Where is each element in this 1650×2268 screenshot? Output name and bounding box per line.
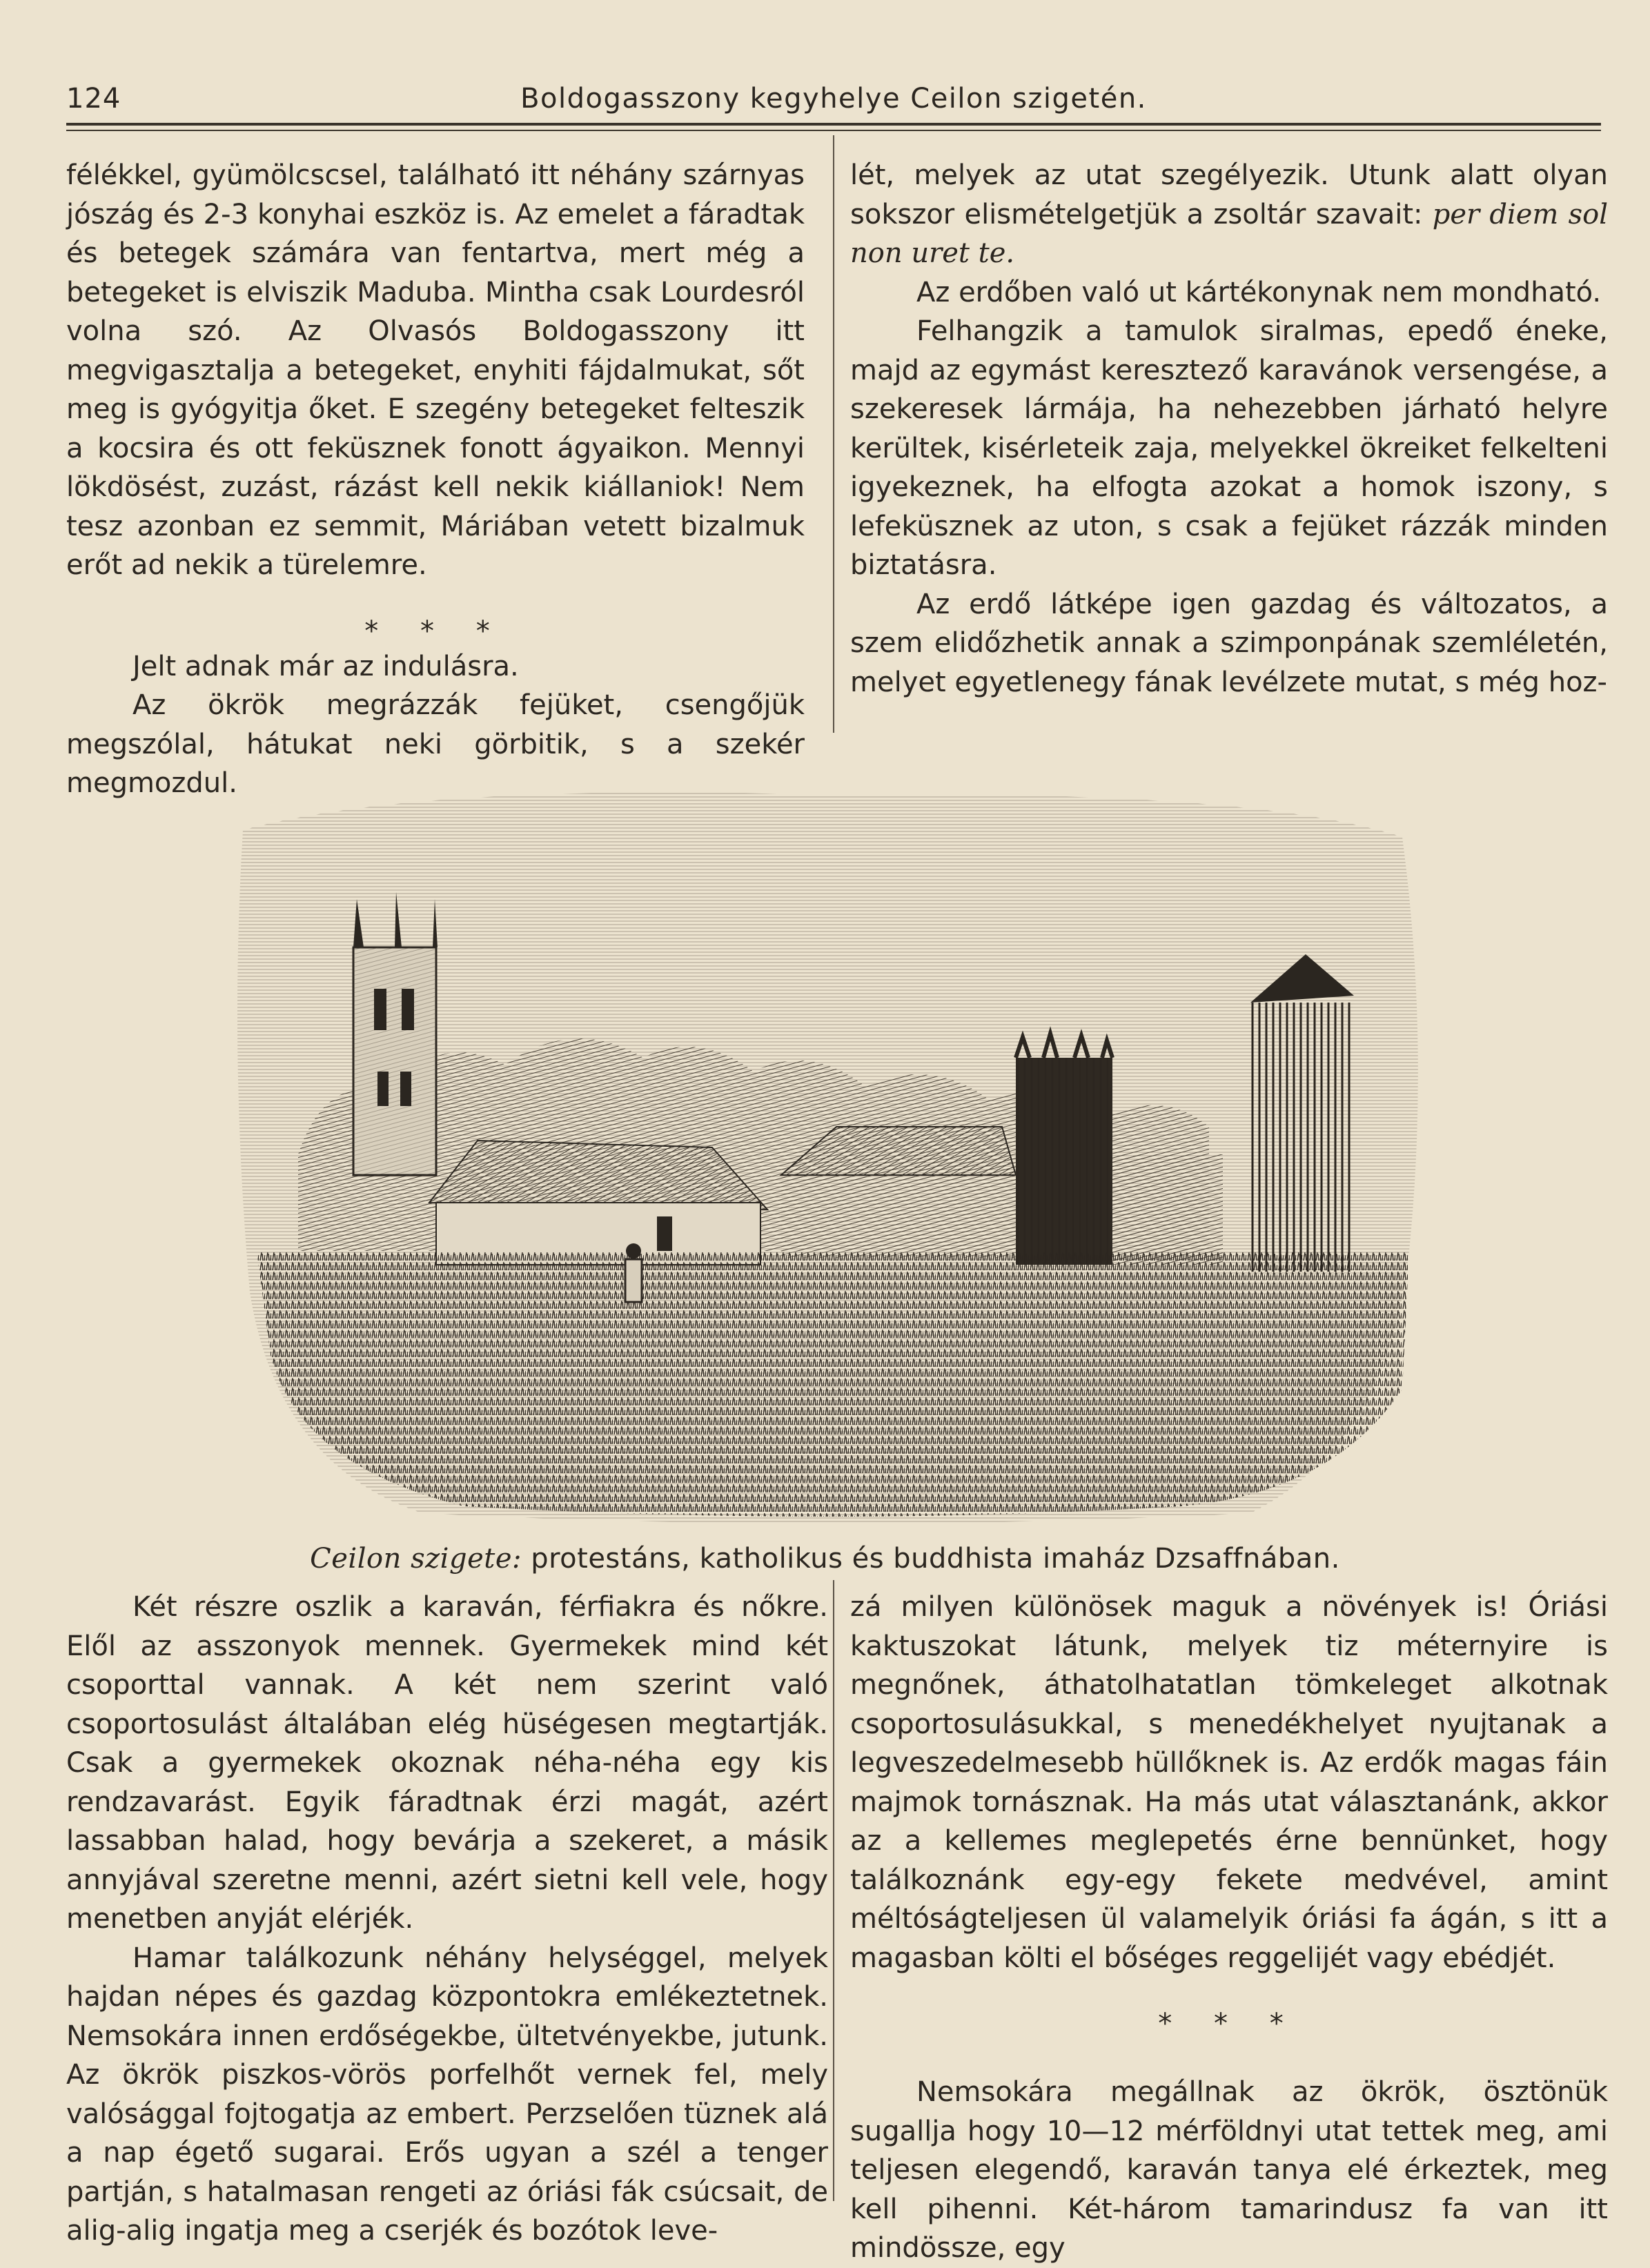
figure-caption bbox=[0, 1543, 1650, 1575]
paragraph: Az erdőben való ut kártékonynak nem mondható. bbox=[916, 276, 1602, 308]
caption-italic: Ceilon szigete: bbox=[310, 1543, 522, 1575]
paragraph: Jelt adnak már az indulásra. bbox=[132, 650, 519, 682]
paragraph: Hamar találkozunk néhány helységgel, melyek hajdan népes és gazdag központokra emlékeztetnek. Nemsokára innen erdőségekbe, ültetvényekbe, jutunk. Az ökrök piszkos-vörös porfelhőt vernek fel, mely valósággal fojtogatja az embert. Perzselően tüznek alá a nap égető sugarai. Erős ugyan a szél a tenger partján, s hatalmasan rengeti az óriási fák csúcsait, de alig-alig ingatja meg a cserjék és bozótok leve- bbox=[66, 1942, 828, 2247]
paragraph: félékkel, gyümölcscsel, található itt néhány szárnyas jószág és 2-3 konyhai eszköz is. Az emelet a fáradtak és betegek számára van fentartva, mert még a betegeket is elviszik Maduba. Mintha csak Lourdesról volna szó. Az Olvasós Boldogasszony itt megvigasztalja a betegeket, enyhiti fájdalmukat, sőt meg is gyógyitja őket. E szegény betegeket felteszik a kocsira és ott feküsznek fonott ágyaikon. Mennyi lökdösést, zuzást, rázást kell nekik kiállaniok! Nem tesz azonban ez semmit, Máriában vetett bizalmuk erőt ad nekik a türelemre. bbox=[66, 159, 805, 581]
paragraph: Nemsokára megállnak az ökrök, ösztönük sugallja hogy 10—12 mérföldnyi utat tettek meg, ami teljesen elegendő, karaván tanya elé érkeztek, meg kell pihenni. Két-három tamarindusz fa van itt mindössze, egy bbox=[850, 2076, 1608, 2264]
header-rule-thin bbox=[66, 130, 1601, 131]
caption-text: protestáns, katholikus és buddhista imaház Dzsaffnában. bbox=[531, 1543, 1340, 1575]
paragraph: zá milyen különösek maguk a növények is! Óriási kaktuszokat látunk, melyek tiz méternyire is megnőnek, áthatolhatatlan tömkeleget alkotnak csoportosulásukkal, s menedékhelyet nyujtanak a legveszedelmesebb hüllőknek is. Az erdők magas fáin majmok tornásznak. Ha más utat választanánk, akkor az a kellemes meglepetés érne bennünket, hogy találkoznánk egy-egy fekete medvével, amint méltóságteljesen ül valamelyik óriási fa ágán, s itt a magasban költi el bőséges reggelijét vagy ebédjét. bbox=[850, 1591, 1608, 1974]
column-top-left bbox=[66, 156, 805, 803]
column-divider-top bbox=[833, 135, 834, 733]
header-rule-thick bbox=[66, 123, 1601, 126]
paragraph: Két részre oszlik a karaván, férfiakra és nőkre. Elől az asszonyok mennek. Gyermekek mind két csoporttal vannak. A két nem szerint való csoportosulást általában elég hüségesen megtartják. Csak a gyermekek okoznak néha-néha egy kis rendzavarást. Egyik fáradtnak érzi magát, azért lassabban halad, hogy bevárja a szekeret, a másik annyjával szeretne menni, azért sietni kell vele, hogy menetben anyját elérjék. bbox=[66, 1591, 828, 1935]
page-number: 124 bbox=[66, 83, 121, 115]
column-bottom-right bbox=[850, 1588, 1608, 2268]
running-title: Boldogasszony kegyhelye Ceilon szigetén. bbox=[520, 83, 1147, 115]
column-top-right bbox=[850, 156, 1608, 702]
column-divider-bottom bbox=[833, 1580, 834, 2201]
paragraph: lét, melyek az utat szegélyezik. Utunk alatt olyan sokszor elismételgetjük a zsoltár szavait: per diem sol non uret te. bbox=[850, 159, 1608, 269]
running-header bbox=[66, 83, 1601, 123]
column-bottom-left bbox=[66, 1588, 828, 2251]
section-break-stars: * * * bbox=[364, 615, 507, 647]
latin-quote: per diem sol non uret te. bbox=[850, 198, 1608, 269]
section-break-stars: * * * bbox=[1158, 2008, 1300, 2040]
engraving-illustration bbox=[215, 768, 1438, 1534]
paragraph: Az ökrök megrázzák fejüket, csengőjük megszólal, hátukat neki görbitik, s a szekér megmozdul. bbox=[66, 689, 805, 799]
paragraph: Felhangzik a tamulok siralmas, epedő éneke, majd az egymást keresztező karavánok versengése, a szekeresek lármája, ha nehezebben járható helyre kerültek, kisérleteik zaja, melyekkel ökreiket felkelteni igyekeznek, ha elfogta azokat a homok iszony, s lefeküsznek az uton, s csak a fejüket rázzák minden biztatásra. bbox=[850, 315, 1608, 581]
paragraph: Az erdő látképe igen gazdag és változatos, a szem elidőzhetik annak a szimponpának szemléletén, melyet egyetlenegy fának levélzete mutat, s még hoz- bbox=[850, 588, 1608, 698]
